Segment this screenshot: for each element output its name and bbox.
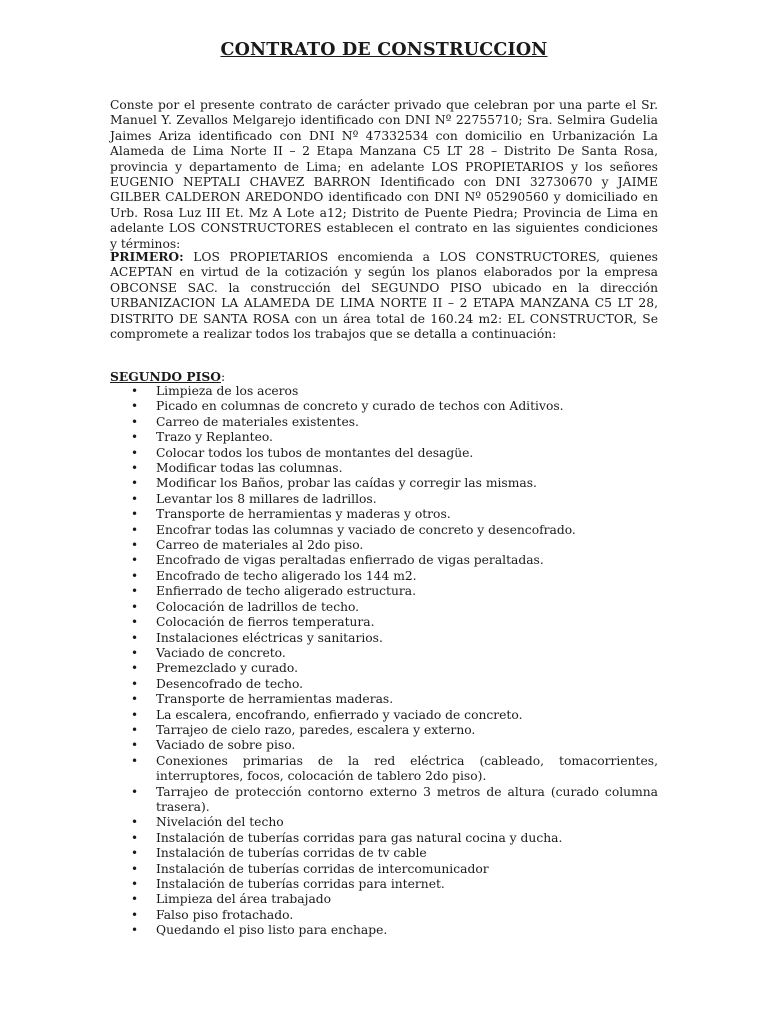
list-item — [110, 507, 658, 522]
list-item — [110, 384, 658, 399]
list-item-text: Instalaciones eléctricas y sanitarios. — [156, 630, 383, 645]
list-item — [110, 584, 658, 599]
section-heading-colon: : — [220, 370, 226, 384]
bullet-icon: • — [131, 707, 139, 722]
section-heading-segundo-piso — [110, 369, 225, 385]
list-item-text: Instalación de tuberías corridas para gas natural cocina y ducha. — [156, 830, 563, 845]
bullet-icon: • — [131, 630, 139, 645]
list-item — [110, 600, 658, 615]
bullet-icon: • — [131, 830, 139, 845]
clause-primero — [110, 249, 658, 342]
list-item-text: Picado en columnas de concreto y curado de techos con Aditivos. — [156, 399, 564, 414]
bullet-icon: • — [131, 892, 139, 907]
list-item-text: Tarrajeo de protección contorno externo 3 metros de altura (curado columna trasera). — [156, 784, 658, 814]
list-item-text: Instalación de tuberías corridas de tv cable — [156, 846, 427, 861]
intro-paragraph: Conste por el presente contrato de carácter privado que celebran por una parte el Sr. Manuel Y. Zevallos Melgarejo identificado con DNI Nº 22755710; Sra. Selmira Gudelia Jaimes Ariza identificado con DNI Nº 47332534 con domicilio en Urbanización La Alameda de Lima Norte II – 2 Etapa Manzana C5 LT 28 – Distrito De Santa Rosa, provincia y departamento de Lima; en adelante LOS PROPIETARIOS y los señores EUGENIO NEPTALI CHAVEZ BARRON Identificado con DNI 32730670 y JAIME GILBER CALDERON AREDONDO identificado con DNI Nº 05290560 y domiciliado en Urb. Rosa Luz III Et. Mz A Lote a12; Distrito de Puente Piedra; Provincia de Lima en adelante LOS CONSTRUCTORES establecen el contrato en las siguientes condiciones y términos: — [110, 98, 658, 251]
bullet-icon: • — [131, 445, 139, 460]
section-heading-text: SEGUNDO PISO — [110, 369, 221, 384]
list-item — [110, 523, 658, 538]
list-item-text: Modificar los Baños, probar las caídas y corregir las mismas. — [156, 476, 537, 491]
list-item — [110, 815, 658, 830]
list-item-text: Carreo de materiales existentes. — [156, 414, 359, 429]
list-item-text: Modificar todas las columnas. — [156, 461, 343, 476]
list-item — [110, 785, 658, 816]
list-item — [110, 677, 658, 692]
list-item — [110, 692, 658, 707]
list-item — [110, 661, 658, 676]
bullet-icon: • — [131, 507, 139, 522]
list-item-text: Levantar los 8 millares de ladrillos. — [156, 491, 377, 506]
bullet-icon: • — [131, 692, 139, 707]
list-item — [110, 415, 658, 430]
bullet-icon: • — [131, 722, 139, 737]
list-item-text: Transporte de herramientas y maderas y otros. — [156, 507, 451, 522]
list-item-text: Vaciado de concreto. — [156, 645, 286, 660]
list-item-text: Quedando el piso listo para enchape. — [156, 923, 388, 938]
bullet-icon: • — [131, 784, 139, 799]
list-item — [110, 461, 658, 476]
list-item-text: Instalación de tuberías corridas para internet. — [156, 877, 445, 891]
list-item — [110, 754, 658, 785]
bullet-icon: • — [131, 661, 139, 676]
bullet-icon: • — [131, 615, 139, 630]
bullet-icon: • — [131, 538, 139, 553]
list-item — [110, 446, 658, 461]
list-item — [110, 538, 658, 553]
list-item-text: Colocación de fierros temperatura. — [156, 615, 375, 630]
list-item — [110, 862, 658, 877]
list-item — [110, 492, 658, 507]
bullet-icon: • — [131, 430, 139, 445]
list-item — [110, 553, 658, 568]
bullet-icon: • — [131, 861, 139, 876]
list-item-text: Vaciado de sobre piso. — [156, 738, 296, 753]
bullet-icon: • — [131, 568, 139, 583]
document-title: CONTRATO DE CONSTRUCCION — [220, 40, 548, 60]
bullet-icon: • — [131, 676, 139, 691]
list-item — [110, 430, 658, 445]
list-item-text: La escalera, encofrando, enfierrado y vaciado de concreto. — [156, 707, 523, 722]
list-item-text: Desencofrado de techo. — [156, 676, 304, 691]
bullet-icon: • — [131, 815, 139, 830]
list-item-text: Limpieza de los aceros — [156, 384, 299, 398]
bullet-icon: • — [131, 599, 139, 614]
list-item — [110, 738, 658, 753]
bullet-icon: • — [131, 414, 139, 429]
clause-primero-label: PRIMERO: — [110, 249, 184, 264]
list-item — [110, 877, 658, 892]
list-item — [110, 476, 658, 491]
list-item — [110, 399, 658, 414]
list-item-text: Tarrajeo de cielo razo, paredes, escalera y externo. — [156, 722, 476, 737]
list-item — [110, 723, 658, 738]
list-item-text: Encofrado de techo aligerado los 144 m2. — [156, 568, 417, 583]
list-item — [110, 831, 658, 846]
bullet-icon: • — [131, 923, 139, 938]
bullet-icon: • — [131, 584, 139, 599]
bullet-icon: • — [131, 384, 139, 398]
bullet-icon: • — [131, 877, 139, 891]
bullet-icon: • — [131, 907, 139, 922]
list-item-text: Conexiones primarias de la red eléctrica (cableado, tomacorrientes, interruptores, focos, colocación de tablero 2do piso). — [156, 753, 658, 784]
bullet-icon: • — [131, 399, 139, 414]
list-item-text: Limpieza del área trabajado — [156, 892, 332, 907]
bullet-icon: • — [131, 491, 139, 506]
bullet-icon: • — [131, 476, 139, 491]
list-item-text: Trazo y Replanteo. — [156, 430, 273, 445]
work-items-list — [110, 384, 658, 939]
list-item — [110, 908, 658, 923]
bullet-icon: • — [131, 753, 139, 768]
bullet-icon: • — [131, 522, 139, 537]
list-item-text: Colocación de ladrillos de techo. — [156, 599, 360, 614]
bullet-icon: • — [131, 738, 139, 753]
list-item-text: Carreo de materiales al 2do piso. — [156, 538, 364, 553]
list-item — [110, 615, 658, 630]
list-item-text: Premezclado y curado. — [156, 661, 299, 676]
list-item — [110, 569, 658, 584]
list-item-text: Falso piso frotachado. — [156, 907, 294, 922]
clause-primero-text: LOS PROPIETARIOS encomienda a LOS CONSTRUCTORES, quienes ACEPTAN en virtud de la cotización y según los planos elaborados por la empresa OBCONSE SAC. la construcción del SEGUNDO PISO ubicado en la dirección URBANIZACION LA ALAMEDA DE LIMA NORTE II – 2 ETAPA MANZANA C5 LT 28, DISTRITO DE SANTA ROSA con un área total de 160.24 m2: EL CONSTRUCTOR, Se compromete a realizar todos los trabajos que se detalla a continuación: — [110, 250, 658, 342]
list-item — [110, 846, 658, 861]
bullet-icon: • — [131, 461, 139, 476]
list-item — [110, 708, 658, 723]
list-item-text: Nivelación del techo — [156, 815, 284, 830]
list-item — [110, 923, 658, 938]
list-item — [110, 631, 658, 646]
list-item-text: Enfierrado de techo aligerado estructura. — [156, 584, 416, 599]
list-item-text: Colocar todos los tubos de montantes del desagüe. — [156, 445, 474, 460]
list-item — [110, 646, 658, 661]
bullet-icon: • — [131, 553, 139, 568]
bullet-icon: • — [131, 846, 139, 861]
bullet-icon: • — [131, 645, 139, 660]
list-item-text: Encofrado de vigas peraltadas enfierrado de vigas peraltadas. — [156, 553, 544, 568]
list-item-text: Instalación de tuberías corridas de intercomunicador — [156, 861, 489, 876]
list-item — [110, 892, 658, 907]
list-item-text: Encofrar todas las columnas y vaciado de concreto y desencofrado. — [156, 522, 576, 537]
list-item-text: Transporte de herramientas maderas. — [156, 692, 394, 707]
